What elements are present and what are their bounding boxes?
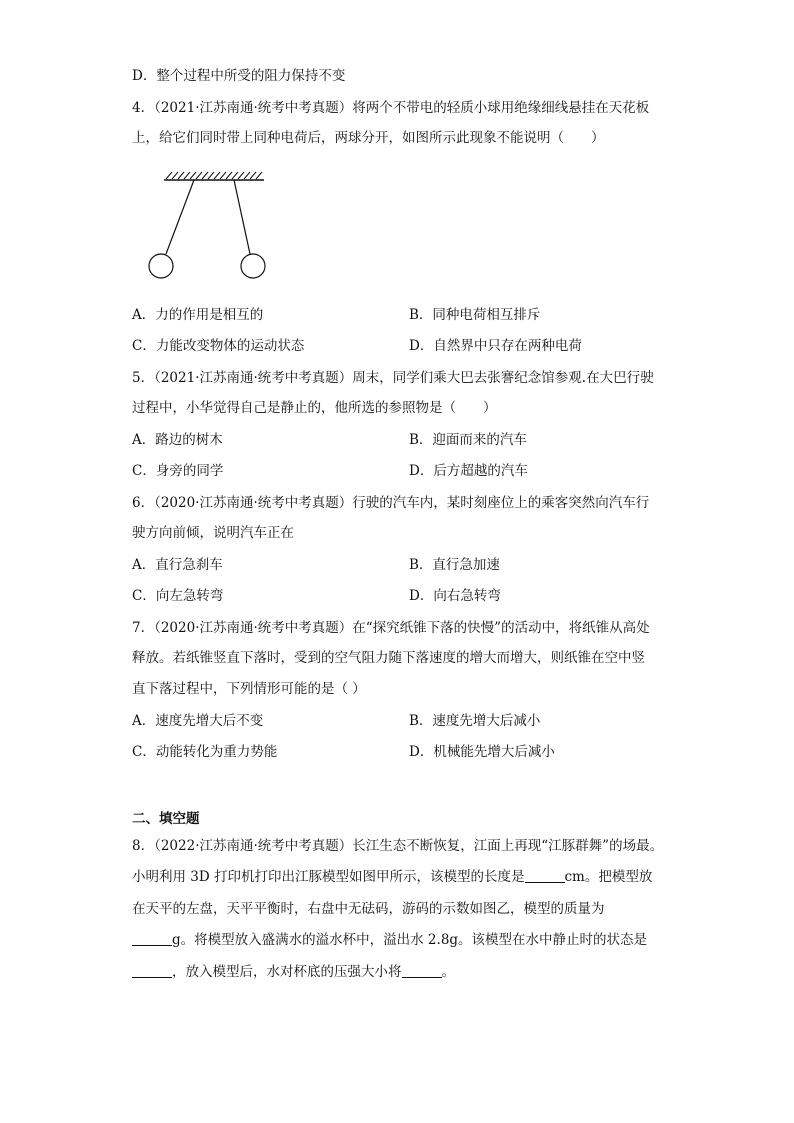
q6-option-d: D．向右急转弯 <box>409 588 501 604</box>
q8-line5-text: ，放入模型后，水对杯底的压强大小将 <box>172 964 402 980</box>
q8-text-line1: 8．（2022·江苏南通·统考中考真题）长江生态不断恢复，江面上再现“江豚群舞”的场最。 <box>132 838 664 854</box>
q8-line2-end: cm。把模型放 <box>564 869 653 885</box>
q8-text-line2 <box>132 867 652 887</box>
q7-text-line2: 释放。若纸锥竖直下落时，受到的空气阻力随下落速度的增大而增大，则纸锥在空中竖 <box>132 650 645 666</box>
ceiling <box>164 172 264 180</box>
q7-option-c: C．动能转化为重力势能 <box>132 744 278 760</box>
q7-option-d: D．机械能先增大后减小 <box>409 744 555 760</box>
q8-text-line4 <box>132 930 647 950</box>
q6-option-c: C．向左急转弯 <box>132 588 224 604</box>
q5-option-a: A．路边的树木 <box>132 432 223 448</box>
answer-blank-length[interactable] <box>525 868 565 883</box>
answer-blank-state[interactable] <box>132 963 172 978</box>
q8-line4-text: g。将模型放入盛满水的溢水杯中，溢出水 2.8g。该模型在水中静止时的状态是 <box>172 932 648 948</box>
q4-option-b: B．同种电荷相互排斥 <box>409 307 541 323</box>
q8-text-line5 <box>132 962 455 982</box>
q4-text-line1: 4．（2021·江苏南通·统考中考真题）将两个不带电的轻质小球用绝缘细线悬挂在天花板 <box>132 100 650 116</box>
q4-option-d: D．自然界中只存在两种电荷 <box>409 338 582 354</box>
q5-text-line1: 5．（2021·江苏南通·统考中考真题）周末，同学们乘大巴去张謇纪念馆参观.在大巴行驶 <box>132 370 654 386</box>
q7-option-b: B．速度先增大后减小 <box>409 713 541 729</box>
q7-text-line1: 7．（2020·江苏南通·统考中考真题）在“探究纸锥下落的快慢”的活动中，将纸锥从高处 <box>132 620 650 636</box>
right-ball <box>241 254 265 278</box>
q6-option-b: B．直行急加速 <box>409 557 500 573</box>
left-ball <box>149 254 173 278</box>
q6-text-line2: 驶方向前倾，说明汽车正在 <box>132 525 294 541</box>
q4-option-a: A．力的作用是相互的 <box>132 307 264 323</box>
charged-balls-figure <box>140 166 270 284</box>
q8-line5-end: 。 <box>441 964 455 980</box>
left-thread <box>166 180 194 254</box>
q4-text-line2: 上，给它们同时带上同种电荷后，两球分开，如图所示此现象不能说明（ ） <box>132 130 605 146</box>
q5-option-b: B．迎面而来的汽车 <box>409 432 527 448</box>
q3-option-d: D．整个过程中所受的阻力保持不变 <box>132 68 346 84</box>
q5-text-line2: 过程中，小华觉得自己是静止的，他所选的参照物是（ ） <box>132 400 497 416</box>
q4-option-c: C．力能改变物体的运动状态 <box>132 338 305 354</box>
right-thread <box>234 180 250 254</box>
q5-option-d: D．后方超越的汽车 <box>409 463 528 479</box>
q8-text-line3: 在天平的左盘，天平平衡时，右盘中无砝码，游码的示数如图乙，模型的质量为 <box>132 901 605 917</box>
q6-text-line1: 6．（2020·江苏南通·统考中考真题）行驶的汽车内，某时刻座位上的乘客突然向汽车行 <box>132 495 650 511</box>
answer-blank-pressure[interactable] <box>402 963 442 978</box>
q6-option-a: A．直行急刹车 <box>132 557 223 573</box>
answer-blank-mass[interactable] <box>132 931 172 946</box>
q8-line2-start: 小明利用 3D 打印机打印出江豚模型如图甲所示，该模型的长度是 <box>132 869 525 885</box>
q7-text-line3: 直下落过程中，下列情形可能的是（ ） <box>132 681 366 697</box>
section-title-fill-in: 二、填空题 <box>132 811 200 827</box>
q5-option-c: C．身旁的同学 <box>132 463 224 479</box>
q7-option-a: A．速度先增大后不变 <box>132 713 264 729</box>
